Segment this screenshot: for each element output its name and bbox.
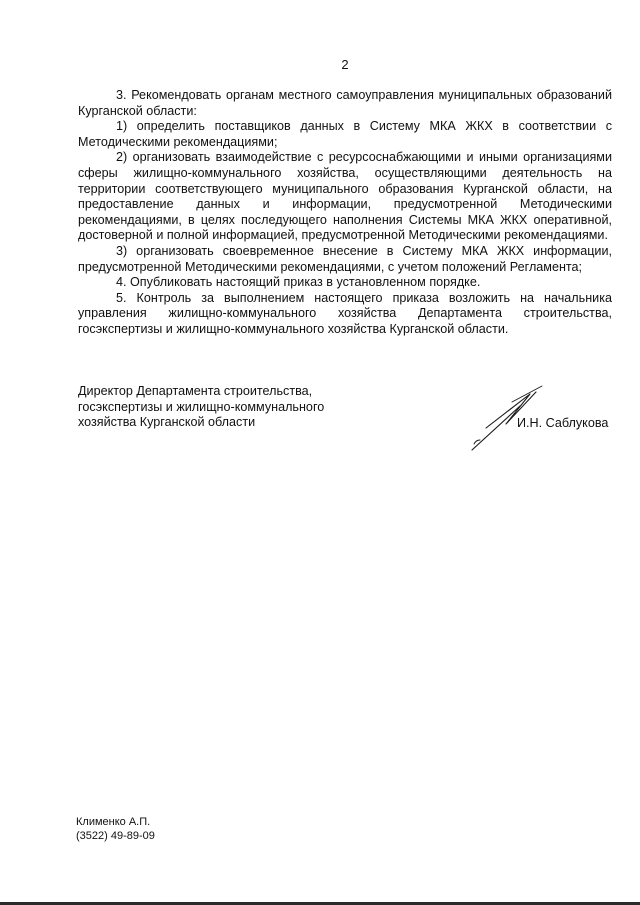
executor-name: Клименко А.П. [76, 816, 151, 828]
signatory-title-line: Директор Департамента строительства, [78, 384, 313, 398]
page-number: 2 [341, 57, 349, 72]
paragraph-item-1: 1) определить поставщиков данных в Систему МКА ЖКХ в соответствии с Методическими рекомендациями; [78, 119, 612, 149]
signatory-title-line: хозяйства Курганской области [78, 415, 256, 430]
executor-info [76, 815, 155, 843]
signatory-name: И.Н. Саблукова [517, 416, 609, 430]
executor-phone: (3522) 49-89-09 [76, 830, 155, 842]
document-body [78, 88, 612, 338]
paragraph-recommend: 3. Рекомендовать органам местного самоуправления муниципальных образований Курганской области: [78, 88, 612, 118]
paragraph-publish: 4. Опубликовать настоящий приказ в установленном порядке. [116, 275, 481, 290]
paragraph-item-2: 2) организовать взаимодействие с ресурсоснабжающими и иными организациями сферы жилищно-коммунального хозяйства, осуществляющими деятельность на территории соответствующего муниципального образования Курганской области, на предоставление данных и информации, предусмотренной Методическими рекомендациями, в целях последующего наполнения Системы МКА ЖКХ оперативной, достоверной и полной информацией, предусмотренной Методическими рекомендациями. [78, 150, 612, 243]
signature-block [78, 384, 618, 464]
paragraph-control: 5. Контроль за выполнением настоящего приказа возложить на начальника управления жилищно-коммунального хозяйства Департамента строительства, госэкспертизы и жилищно-коммунального хозяйства Курганской области. [78, 290, 612, 336]
signatory-title [78, 384, 358, 431]
signatory-title-line: госэкспертизы и жилищно-коммунального [78, 399, 325, 414]
paragraph-item-3: 3) организовать своевременное внесение в Систему МКА ЖКХ информации, предусмотренной Методическими рекомендациями, с учетом положений Регламента; [78, 243, 612, 274]
